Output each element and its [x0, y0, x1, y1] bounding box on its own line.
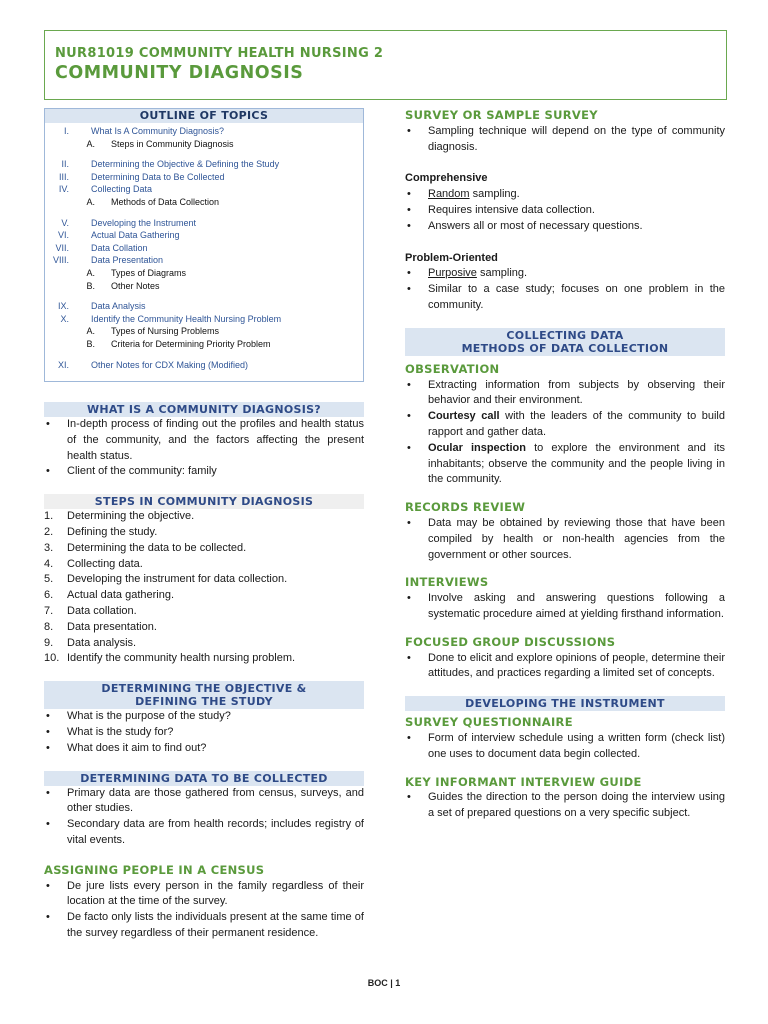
list-item: • Primary data are those gathered from census, surveys, and other studies. [44, 786, 364, 818]
ocular-inspection-term: Ocular inspection [428, 441, 526, 454]
list-item: • Requires intensive data collection. [405, 203, 725, 219]
data-collected-list [44, 786, 364, 849]
outline-number: A. [86, 196, 95, 207]
outline-number: VII. [55, 242, 69, 253]
outline-item [45, 242, 363, 255]
outline-item [45, 359, 363, 372]
outline-spacer [45, 209, 363, 217]
page-footer: BOC | 1 [367, 978, 401, 988]
step-number: 8. [44, 620, 54, 633]
outline-label: Actual Data Gathering [91, 230, 180, 241]
step-number: 1. [44, 510, 54, 523]
steps-list [44, 509, 364, 667]
outline-label: Steps in Community Diagnosis [111, 138, 234, 149]
step-number: 10. [44, 652, 60, 665]
list-item: • Sampling technique will depend on the type of community diagnosis. [405, 124, 725, 156]
outline-label: Determining Data to Be Collected [91, 171, 225, 182]
list-item: • In-depth process of finding out the profiles and health status of the community, and the factors affecting the present health status. [44, 417, 364, 464]
outline-label: Data Presentation [91, 255, 164, 266]
outline-subitem [45, 338, 363, 351]
step-text: Determining the objective. [67, 510, 195, 523]
list-item: • De facto only lists the individuals present at the same time of the survey regardless of their permanent residence. [44, 910, 364, 942]
outline-label: Identify the Community Health Nursing Problem [91, 313, 282, 324]
step-text: Data analysis. [67, 636, 137, 649]
objective-heading-line-2: DEFINING THE STUDY [135, 695, 273, 709]
step-text: Collecting data. [67, 557, 143, 570]
fgd-list [405, 651, 725, 683]
outline-number: V. [61, 217, 69, 228]
objective-list [44, 709, 364, 756]
list-item: • Form of interview schedule using a written form (check list) one uses to document data begin collected. [405, 731, 725, 763]
outline-subitem [45, 280, 363, 293]
step-text: Data collation. [67, 605, 137, 618]
outline-list [45, 123, 363, 381]
key-informant-heading: KEY INFORMANT INTERVIEW GUIDE [405, 774, 642, 789]
list-item [405, 441, 725, 488]
right-column [405, 108, 725, 822]
outline-spacer [45, 292, 363, 300]
problem-oriented-label: Problem-Oriented [405, 251, 498, 264]
list-item: • Involve asking and answering questions following a systematic procedure aimed at yielding firsthand information. [405, 591, 725, 623]
list-item [405, 187, 725, 203]
step-number: 4. [44, 557, 54, 570]
purposive-term: Purposive [428, 267, 477, 280]
outline-label: Criteria for Determining Priority Problem [111, 338, 271, 349]
list-item: • Secondary data are from health records; includes registry of vital events. [44, 817, 364, 849]
step-item [44, 541, 364, 557]
outline-item [45, 313, 363, 326]
step-text: Identify the community health nursing problem. [67, 652, 296, 665]
outline-item [45, 254, 363, 267]
outline-item [45, 217, 363, 230]
step-item [44, 557, 364, 573]
census-list [44, 879, 364, 942]
page-title: COMMUNITY DIAGNOSIS [55, 63, 304, 83]
outline-label: Determining the Objective & Defining the Study [91, 159, 280, 170]
outline-label: Collecting Data [91, 184, 153, 195]
step-text: Actual data gathering. [67, 589, 175, 602]
list-item-text: sampling. [469, 188, 520, 201]
outline-label: Methods of Data Collection [111, 196, 220, 207]
step-item [44, 525, 364, 541]
outline-item [45, 125, 363, 138]
step-item [44, 636, 364, 652]
outline-subitem [45, 196, 363, 209]
outline-label: Other Notes for CDX Making (Modified) [91, 359, 249, 370]
outline-box [44, 108, 364, 382]
list-item-text: sampling. [476, 267, 528, 280]
outline-label: Types of Diagrams [111, 267, 187, 278]
list-item: • Data may be obtained by reviewing those that have been compiled by health or non-health agencies from the government or other sources. [405, 516, 725, 563]
header-box [44, 30, 727, 100]
outline-label: Data Analysis [91, 301, 146, 312]
step-text: Data presentation. [67, 620, 157, 633]
collecting-heading-line-2: METHODS OF DATA COLLECTION [461, 341, 669, 355]
step-item [44, 620, 364, 636]
observation-heading: OBSERVATION [405, 361, 500, 376]
random-term: Random [428, 188, 470, 201]
step-item [44, 604, 364, 620]
outline-label: Data Collation [91, 242, 148, 253]
data-collected-heading: DETERMINING DATA TO BE COLLECTED [44, 771, 364, 786]
step-item [44, 509, 364, 525]
fgd-heading: FOCUSED GROUP DISCUSSIONS [405, 634, 616, 649]
problem-oriented-list [405, 266, 725, 313]
step-text: Determining the data to be collected. [67, 541, 247, 554]
instrument-heading: DEVELOPING THE INSTRUMENT [405, 696, 725, 711]
records-heading: RECORDS REVIEW [405, 500, 526, 515]
step-item [44, 651, 364, 667]
collecting-heading-line-1: COLLECTING DATA [506, 328, 624, 342]
outline-label: Types of Nursing Problems [111, 326, 220, 337]
outline-title: OUTLINE OF TOPICS [45, 109, 363, 123]
outline-number: B. [86, 338, 95, 349]
what-is-list [44, 417, 364, 480]
outline-label: Other Notes [111, 280, 160, 291]
outline-number: A. [86, 138, 95, 149]
list-item [405, 409, 725, 441]
comprehensive-list [405, 187, 725, 234]
outline-number: B. [86, 280, 95, 291]
course-code: NUR81019 COMMUNITY HEALTH NURSING 2 [55, 46, 384, 61]
observation-list [405, 378, 725, 489]
outline-number: VIII. [52, 255, 69, 266]
objective-heading [44, 681, 364, 709]
step-number: 5. [44, 573, 54, 586]
outline-item [45, 300, 363, 313]
step-item [44, 588, 364, 604]
outline-number: IX. [57, 301, 69, 312]
outline-number: II. [61, 159, 69, 170]
list-item: • Guides the direction to the person doing the interview using a set of prepared questions on a very specific subject. [405, 790, 725, 822]
list-item: • Client of the community: family [44, 464, 364, 480]
step-text: Defining the study. [67, 526, 158, 539]
outline-label: Developing the Instrument [91, 217, 197, 228]
outline-item [45, 229, 363, 242]
outline-subitem [45, 267, 363, 280]
outline-item [45, 171, 363, 184]
list-item: • De jure lists every person in the family regardless of their location at the time of the survey. [44, 879, 364, 911]
step-text: Developing the instrument for data collection. [67, 573, 288, 586]
records-list [405, 516, 725, 563]
outline-number: VI. [57, 230, 69, 241]
list-item-text: with the leaders of the community to build rapport and gather data. [428, 410, 725, 438]
step-number: 2. [44, 526, 54, 539]
outline-number: III. [58, 171, 69, 182]
outline-subitem [45, 325, 363, 338]
outline-number: A. [86, 326, 95, 337]
outline-spacer [45, 150, 363, 158]
step-number: 6. [44, 589, 54, 602]
left-column [44, 108, 364, 942]
outline-number: X. [60, 313, 69, 324]
what-is-heading: WHAT IS A COMMUNITY DIAGNOSIS? [44, 402, 364, 417]
list-item: • Extracting information from subjects by observing their behavior and their environment. [405, 378, 725, 410]
outline-number: I. [63, 126, 69, 136]
objective-heading-line-1: DETERMINING THE OBJECTIVE & [101, 682, 307, 696]
step-item [44, 572, 364, 588]
list-item: • What is the study for? [44, 725, 364, 741]
outline-subitem [45, 138, 363, 151]
key-informant-list [405, 790, 725, 822]
steps-heading: STEPS IN COMMUNITY DIAGNOSIS [44, 494, 364, 509]
list-item: • Similar to a case study; focuses on one problem in the community. [405, 282, 725, 314]
collecting-heading [405, 328, 725, 356]
outline-item [45, 183, 363, 196]
step-number: 7. [44, 605, 54, 618]
step-number: 3. [44, 541, 54, 554]
questionnaire-heading: SURVEY QUESTIONNAIRE [405, 715, 573, 730]
list-item: • What is the purpose of the study? [44, 709, 364, 725]
interviews-heading: INTERVIEWS [405, 575, 489, 590]
list-item: • Done to elicit and explore opinions of people, determine their attitudes, and practices regarding a limited set of concepts. [405, 651, 725, 683]
list-item-text: to explore the environment and its inhabitants; observe the community and the people living in the community. [428, 441, 726, 486]
interviews-list [405, 591, 725, 623]
courtesy-call-term: Courtesy call [428, 410, 500, 423]
survey-heading: SURVEY OR SAMPLE SURVEY [405, 108, 598, 122]
list-item [405, 266, 725, 282]
outline-number: IV. [58, 184, 69, 195]
questionnaire-list [405, 731, 725, 763]
census-heading: ASSIGNING PEOPLE IN A CENSUS [44, 862, 265, 877]
outline-number: XI. [57, 359, 69, 370]
step-number: 9. [44, 636, 54, 649]
outline-item [45, 158, 363, 171]
outline-spacer [45, 351, 363, 359]
list-item: • Answers all or most of necessary questions. [405, 219, 725, 235]
survey-list [405, 124, 725, 156]
list-item: • What does it aim to find out? [44, 741, 364, 757]
comprehensive-label: Comprehensive [405, 172, 488, 185]
outline-label: What Is A Community Diagnosis? [91, 126, 225, 136]
outline-number: A. [86, 267, 95, 278]
